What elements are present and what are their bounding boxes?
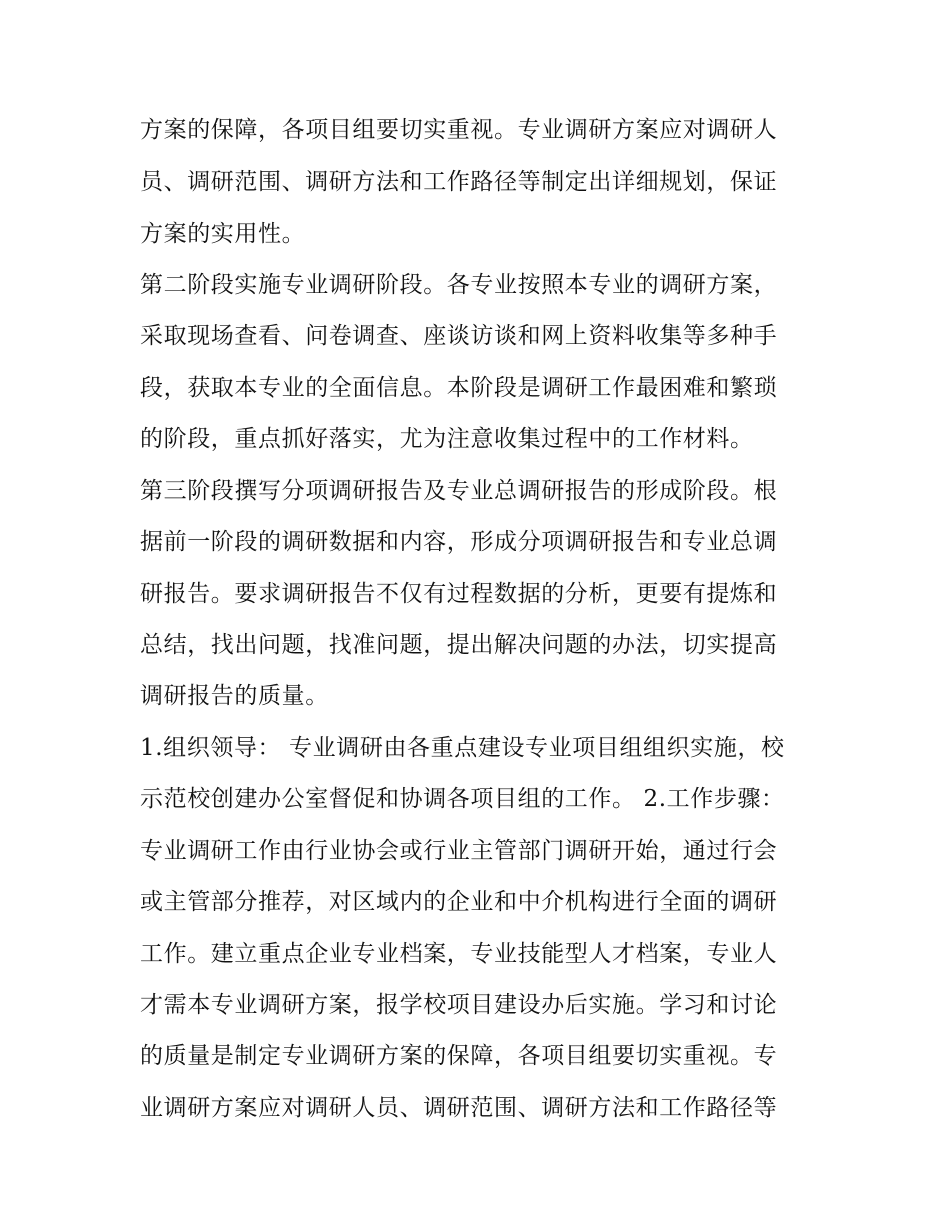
text-line: 总结，找出问题，找准问题，提出解决问题的办法，切实提高 — [140, 632, 778, 658]
text-line: 调研报告的质量。 — [140, 683, 329, 709]
text-line: 的阶段，重点抓好落实，尤为注意收集过程中的工作材料。 — [140, 426, 754, 452]
text-line: 据前一阶段的调研数据和内容，形成分项调研报告和专业总调 — [140, 529, 778, 555]
text-line: 才需本专业调研方案，报学校项目建设办后实施。学习和讨论 — [140, 992, 778, 1018]
text-line: 或主管部分推荐，对区域内的企业和中介机构进行全面的调研 — [140, 889, 778, 915]
text-line: 方案的保障，各项目组要切实重视。专业调研方案应对调研人 — [140, 117, 778, 143]
text-line: 的质量是制定专业调研方案的保障，各项目组要切实重视。专 — [140, 1043, 778, 1069]
text-line: 业调研方案应对调研人员、调研范围、调研方法和工作路径等 — [140, 1095, 778, 1121]
text-line: 工作。建立重点企业专业档案，专业技能型人才档案，专业人 — [140, 941, 778, 967]
text-line: 员、调研范围、调研方法和工作路径等制定出详细规划，保证 — [140, 169, 778, 195]
text-line: 第三阶段撰写分项调研报告及专业总调研报告的形成阶段。根 — [140, 478, 778, 504]
text-line: 段，获取本专业的全面信息。本阶段是调研工作最困难和繁琐 — [140, 375, 778, 401]
text-line: 专业调研工作由行业协会或行业主管部门调研开始，通过行会 — [140, 838, 778, 864]
text-line: 1.组织领导： 专业调研由各重点建设专业项目组组织实施，校 — [140, 735, 785, 761]
text-line: 第二阶段实施专业调研阶段。各专业按照本专业的调研方案， — [140, 272, 778, 298]
text-line: 研报告。要求调研报告不仅有过程数据的分析，更要有提炼和 — [140, 581, 778, 607]
text-line: 方案的实用性。 — [140, 221, 306, 247]
text-line: 采取现场查看、问卷调查、座谈访谈和网上资料收集等多种手 — [140, 323, 778, 349]
text-line: 示范校创建办公室督促和协调各项目组的工作。 2.工作步骤： — [140, 786, 785, 812]
